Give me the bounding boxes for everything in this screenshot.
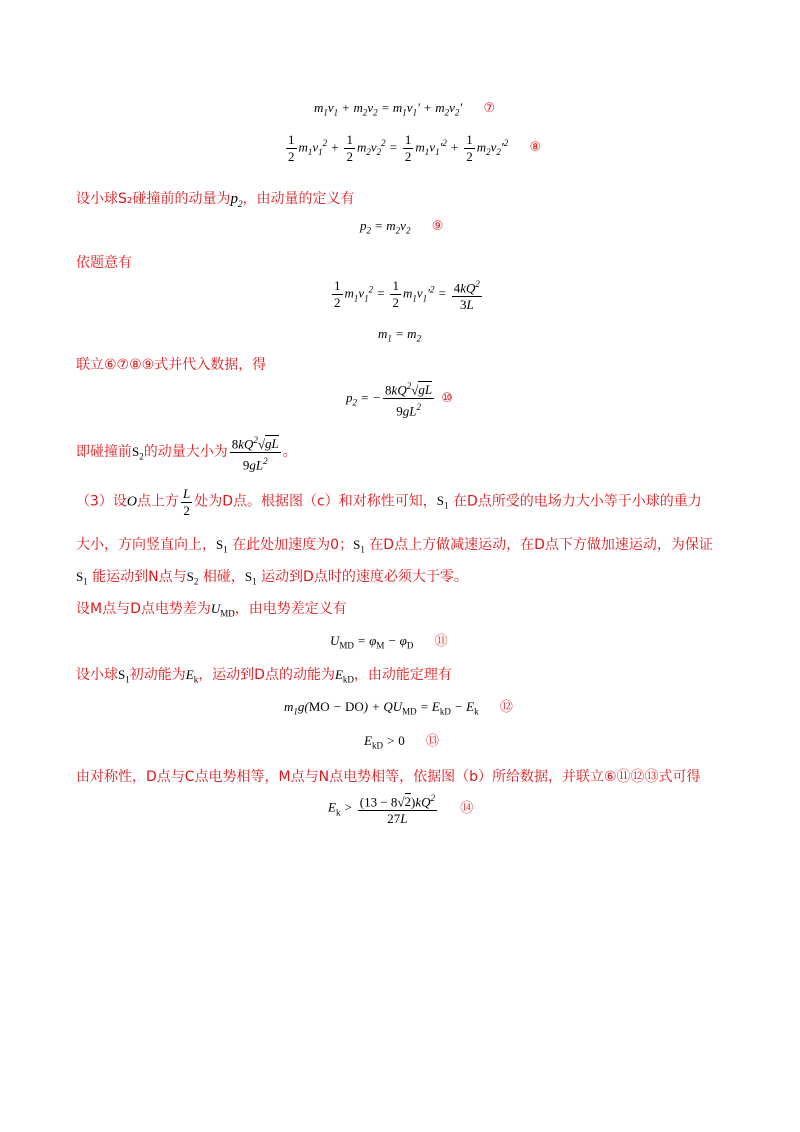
- marker-11: ⑪: [434, 634, 448, 649]
- text-line-potential-diff: 设M点与D点电势差为$U_{MD}$，由电势差定义有: [76, 601, 347, 619]
- text-line-part3: （3）设O点上方 $\frac{L}{2}$ 处为D点。根据图（c）和对称性可知，$S_1$ 在D点所受的电场力大小等于小球的重力: [76, 486, 702, 518]
- text-line-condition: 依题意有: [76, 255, 132, 271]
- equation-10: $p_2$ = − $\frac{8kQ^2√gL}{9gL^2}$ ⑩: [346, 378, 453, 420]
- equation-energy: $\frac{1}{2}$ $m_1v_1^2$ = $\frac{1}{2}$ $m_1v_1'^2$ = $\frac{4kQ^2}{3L}$: [330, 276, 484, 313]
- equation-11: $U_{MD} = \varphi_M - \varphi_D$ ⑪: [330, 633, 448, 651]
- marker-13: ⑬: [425, 734, 439, 749]
- equation-13: $E_{kD} > 0$ ⑬: [364, 733, 439, 751]
- equation-9: $p_2 = m_2v_2$ ⑨: [360, 218, 444, 236]
- text-line-combine: 联立⑥⑦⑧⑨式并代入数据，得: [76, 357, 267, 373]
- text-line-direction: 大小，方向竖直向上，$S_1$ 在此处加速度为0；$S_1$ 在D点上方做减速运动，在D点下方做加速运动，为保证: [76, 537, 713, 555]
- marker-14: ⑭: [460, 800, 474, 816]
- text-line-kinetic: 设小球$S_1$初动能为$E_k$，运动到D点的动能为$E_{kD}$，由动能定理有: [76, 667, 452, 685]
- marker-9: ⑨: [431, 219, 444, 234]
- equation-mass: $m_1 = m_2$: [378, 326, 422, 344]
- text-line-symmetry: 由对称性，D点与C点电势相等，M点与N点电势相等，依据图（b）所给数据，并联立⑥⑪⑫⑬式可得: [76, 769, 701, 785]
- equation-12: $m_1g(MO - DO) + QU_{MD} = E_{kD} - E_k$ ⑫: [284, 699, 513, 717]
- text-line-reach-n: $S_1$ 能运动到N点与$S_2$ 相碰，$S_1$ 运动到D点时的速度必须大于零。: [76, 569, 468, 587]
- marker-12: ⑫: [499, 700, 513, 715]
- equation-8: $\frac{1}{2}$ $m_1v_1^2$ + $\frac{1}{2}$ $m_2v_2^2$ = $\frac{1}{2}$ $m_1v_1'^2$ + $\frac{1}{2}$ $m_2v_2'^2$ ⑧: [288, 132, 542, 164]
- text-line-momentum: 设小球S₂碰撞前的动量为$p_2$，由动量的定义有: [76, 191, 355, 209]
- equation-14: $E_k$ > $\frac{(13 - 8√2)kQ^2}{27L}$ ⑭: [328, 790, 473, 827]
- text-line-momentum-result: 即碰撞前$S_2$的动量大小为 $\frac{8kQ^2√gL}{9gL^2}$ 。: [76, 432, 297, 474]
- marker-7: ⑦: [483, 101, 496, 116]
- equation-7: $m_1v_1 + m_2v_2 = m_1v_1' + m_2v_2'$ ⑦: [314, 100, 496, 118]
- marker-10: ⑩: [441, 390, 453, 406]
- marker-8: ⑧: [529, 140, 542, 156]
